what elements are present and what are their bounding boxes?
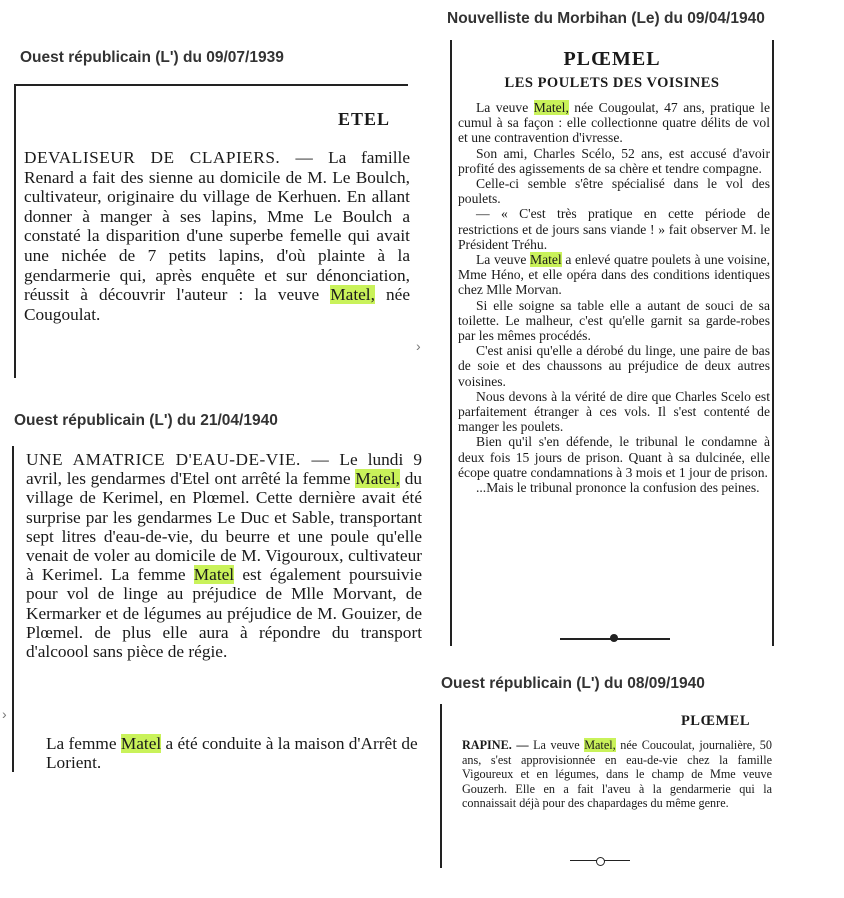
article-body bbox=[462, 738, 772, 811]
chevron-right-icon[interactable]: › bbox=[416, 338, 421, 354]
article-text: du village de Kerimel, en Plœmel. Cette dernière avait été surprise par les gendarmes Le Duc et Sable, transportant sept litres d'eau-de-vie, du beurre et une poule qu'elle venait de voler au domicile de M. Vigouroux, cultivateur à Kerimel. La femme bbox=[26, 469, 422, 585]
article-text: Le lundi 9 avril, les gendarmes d'Etel ont arrêté la femme bbox=[26, 450, 422, 489]
left-rule bbox=[12, 446, 14, 772]
place-name: PLŒMEL bbox=[680, 713, 750, 729]
left-rule bbox=[450, 40, 452, 646]
source-caption-2: Ouest républicain (L') du 21/04/1940 bbox=[14, 412, 278, 429]
highlighted-name: Matel, bbox=[533, 100, 569, 115]
clipping-rapine-1940 bbox=[440, 700, 780, 870]
end-ornament-icon bbox=[610, 634, 618, 642]
article-body bbox=[26, 450, 422, 661]
article-paragraph: Son ami, Charles Scélo, 52 ans, est accusé d'avoir profité des agissements de sa chère et tendre compagne. bbox=[458, 145, 770, 176]
article-body bbox=[24, 148, 410, 324]
article-paragraph: Nous devons à la vérité de dire que Charles Scelo est parfaitement étranger à ces vols. Il s'est contenté de manger les poulets. bbox=[458, 388, 770, 435]
article-text: La veuve bbox=[476, 252, 530, 268]
highlighted-name: Matel bbox=[120, 734, 162, 753]
source-caption-4: Ouest républicain (L') du 08/09/1940 bbox=[441, 675, 705, 692]
source-caption-3: Nouvelliste du Morbihan (Le) du 09/04/1940 bbox=[447, 10, 765, 27]
highlighted-name: Matel bbox=[193, 565, 235, 585]
article-paragraph: Bien qu'il s'en défende, le tribunal le condamne à deux fois 15 jours de prison. Quant à sa dulcinée, elle écope quatre condamnations à 3 mois et 1 jour de prison. bbox=[458, 434, 770, 480]
article-text: a enlevé quatre poulets à une voisine, Mme Héno, et elle opéra dans des conditions identiques chez Mlle Morvan. bbox=[458, 252, 770, 298]
place-name: PLŒMEL bbox=[563, 48, 661, 70]
article-text: née Coucoulat, journalière, 50 ans, s'est approvisionnée en eau-de-vie chez la famille Vigoureux et en légumes, dans le champ de Mme veuve Gouzerh. Elle en a fait l'aveu à la gendarmerie qui la connaissait déjà pour des chapardages du même genre. bbox=[462, 738, 772, 811]
right-rule bbox=[772, 40, 774, 646]
article-paragraph: Celle-ci semble s'être spécialisé dans le vol des poulets. bbox=[458, 176, 770, 207]
headline: RAPINE. — bbox=[462, 738, 529, 752]
article-text: La veuve bbox=[476, 100, 534, 115]
article-text: La veuve bbox=[528, 738, 585, 752]
article-paragraph: ...Mais le tribunal prononce la confusion des peines. bbox=[476, 480, 760, 496]
article-body bbox=[458, 100, 770, 495]
article-paragraph bbox=[46, 734, 422, 772]
headline: DEVALISEUR DE CLAPIERS. — bbox=[24, 148, 314, 167]
highlighted-name: Matel, bbox=[355, 469, 400, 489]
source-caption-1: Ouest républicain (L') du 09/07/1939 bbox=[20, 49, 284, 66]
article-text: a été conduite à la maison d'Arrêt de Lorient. bbox=[46, 734, 418, 773]
article-text-end: née Cougoulat. bbox=[24, 285, 410, 324]
place-name: ETEL bbox=[337, 109, 390, 129]
article-text: La famille Renard a fait des sienne au domicile de M. Le Boulch, cultivateur, originaire du village de Kerhuen. En allant donner à manger à ses lapins, Mme Le Boulch a constaté la disparition d'une superbe femelle qui avait une nichée de 7 petits lapins, d'où plainte à la gendarmerie qui, après enquête et sur dénonciation, réussit à découvrir l'auteur : la veuve bbox=[24, 148, 410, 305]
clipping-poulets-1940 bbox=[450, 40, 774, 646]
left-rule bbox=[440, 704, 442, 868]
highlighted-name: Matel, bbox=[584, 738, 616, 752]
article-heading: LES POULETS DES VOISINES bbox=[504, 75, 720, 91]
article-text: est également poursuivie pour vol de linge au préjudice de Mlle Morvant, de Kermarker et de légumes au préjudice de M. Gouizer, de Plœmel. de plus elle aura à répondre du transport d'alcoool sans pièce de régie. bbox=[26, 565, 422, 662]
clipping-etel-1939 bbox=[12, 78, 412, 382]
article-paragraph: Si elle soigne sa table elle a autant de souci de sa toilette. Le malheur, c'est qu'elle garnit sa garde-robes par les mêmes procédés. bbox=[458, 297, 770, 344]
article-paragraph: C'est anisi qu'elle a dérobé du linge, une paire de bas de soie et des chaussons au préjudice de deux autres voisines. bbox=[458, 343, 770, 389]
article-text: La femme bbox=[46, 734, 121, 753]
left-rule bbox=[14, 84, 16, 378]
chevron-right-icon[interactable]: › bbox=[2, 706, 7, 722]
article-text: née Cougoulat, 47 ans, pratique le cumul à sa façon : elle collectionne quatre délits de vol et une contravention d'ivresse. bbox=[458, 100, 770, 146]
clipping-eau-de-vie-1940 bbox=[12, 442, 422, 774]
article-paragraph: — « C'est très pratique en cette période de restrictions et de jours sans viande ! » fait observer M. le Président Tréhu. bbox=[458, 206, 770, 252]
top-rule bbox=[16, 84, 408, 86]
end-ornament-icon bbox=[596, 857, 605, 866]
headline: UNE AMATRICE D'EAU-DE-VIE. — bbox=[26, 450, 330, 469]
highlighted-name: Matel bbox=[530, 252, 562, 268]
highlighted-name: Matel, bbox=[330, 285, 375, 305]
